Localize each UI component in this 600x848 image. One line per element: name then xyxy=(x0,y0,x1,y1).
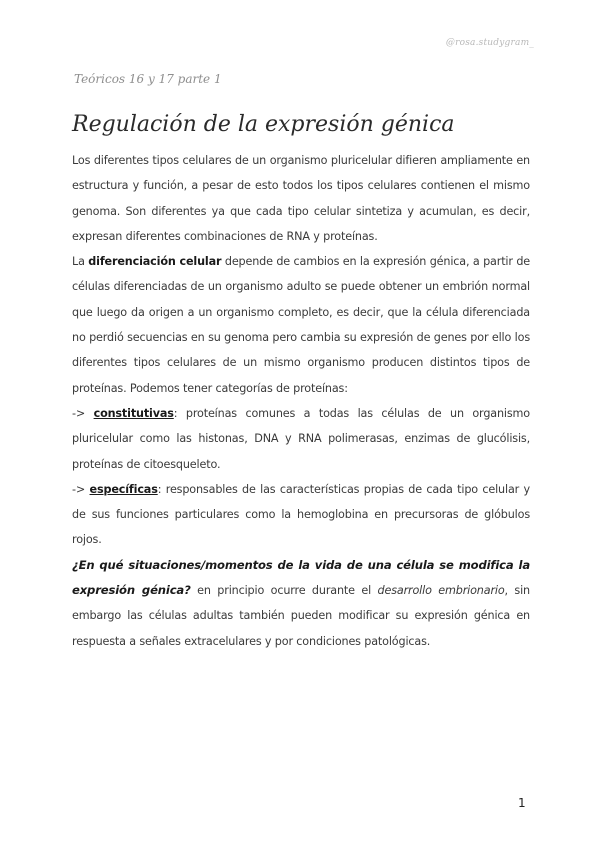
paragraph-constitutive xyxy=(72,401,530,477)
text-run: : proteínas comunes a todas las células de un organismo pluricelular como las histonas, DNA y RNA polimerasas, enzimas de glucólisis, proteínas de citoesqueleto. xyxy=(72,406,530,471)
notes-body xyxy=(72,148,530,654)
arrow-bullet: -> xyxy=(72,482,90,496)
question-heading: ¿En qué situaciones/momentos de la vida de una célula se modifica la expresión génica? xyxy=(72,557,530,598)
keyword-differentiation: diferenciación celular xyxy=(88,255,222,269)
italic-term: desarrollo embrionario xyxy=(377,584,505,598)
text-run: en principio ocurre durante el xyxy=(190,584,378,598)
arrow-bullet: -> xyxy=(72,406,94,420)
text-run: , sin embargo las células adultas también pueden modificar su expresión génica en respuesta a señales extracelulares y por condiciones patológicas. xyxy=(72,584,530,648)
paragraph-intro: Los diferentes tipos celulares de un organismo pluricelular difieren ampliamente en estructura y función, a pesar de esto todos los tipos celulares contienen el mismo genoma. Son diferentes ya que cada tipo celular sintetiza y acumulan, es decir, expresan diferentes combinaciones de RNA y proteínas. xyxy=(72,154,530,243)
text-run: depende de cambios en la expresión génica, a partir de células diferenciadas de un organismo adulto se puede obtener un embrión normal que luego da origen a un organismo completo, es decir, que la célula diferenciada no perdió secuencias en su genoma pero cambia su expresión de genes por ello los diferentes tipos celulares de un mismo organismo producen distintos tipos de proteínas. Podemos tener categorías de proteínas: xyxy=(72,255,531,395)
keyword-specific: específicas xyxy=(89,482,158,496)
paragraph-differentiation xyxy=(72,249,530,401)
page-title: Regulación de la expresión génica xyxy=(72,112,455,137)
watermark: @rosa.studygram_ xyxy=(445,38,534,48)
text-run: La xyxy=(72,255,89,269)
text-run: : responsables de las características propias de cada tipo celular y de sus funciones particulares como la hemoglobina en precursoras de glóbulos rojos. xyxy=(72,482,530,547)
paragraph-specific xyxy=(72,477,530,553)
keyword-constitutive: constitutivas xyxy=(93,406,174,420)
paragraph-question xyxy=(72,553,530,654)
lecture-subtitle: Teóricos 16 y 17 parte 1 xyxy=(74,72,222,86)
page-number: 1 xyxy=(518,796,526,810)
